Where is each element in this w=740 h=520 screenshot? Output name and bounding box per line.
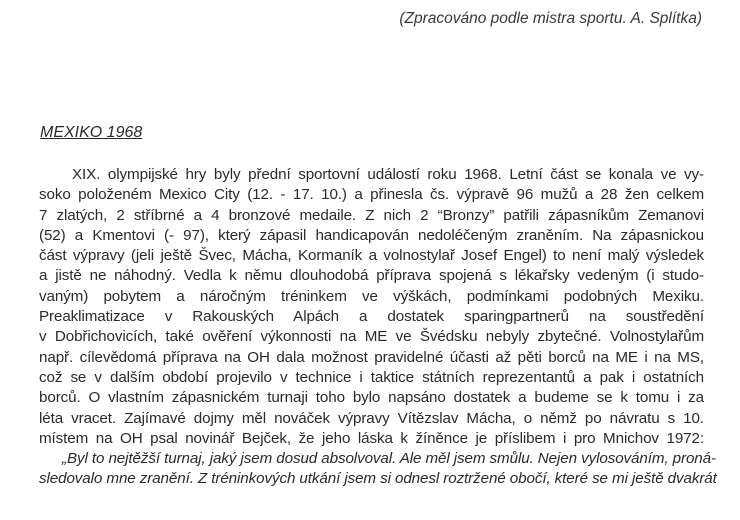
quote-line: sledovalo mne zranění. Z tréninkových utkání jsem si odnesl roztržené obočí, které se mi ještě dvakrát: [39, 470, 717, 488]
paragraph-line: (52) a Kmentovi (- 97), který zápasil handicapován nedoléčeným zraněním. Na zápasnickou: [39, 226, 704, 244]
article-body: [39, 165, 717, 490]
paragraph-line: místem na OH psal novinář Bejček, že jeho láska k žíněnce je příslibem i pro Mnichov 1972:: [39, 429, 704, 447]
paragraph-line: borců. O vlastním zápasnickém turnaji toho bylo napsáno dostatek a budeme se k tomu i za: [39, 389, 704, 407]
paragraph-line: část výpravy (jeli ještě Švec, Mácha, Kormaník a volnostylař Josef Engel) to není malý výsledek: [39, 247, 704, 265]
quote-line: „Byl to nejtěžší turnaj, jaký jsem dosud absolvoval. Ale měl jsem smůlu. Nejen vylosováním, proná-: [62, 450, 716, 468]
section-title: MEXIKO 1968: [40, 124, 143, 141]
paragraph-line: soko položeném Mexico City (12. - 17. 10.) a přinesla čs. výpravě 96 mužů a 28 žen celkem: [39, 186, 704, 204]
paragraph-line: XIX. olympijské hry byly přední sportovní událostí roku 1968. Letní část se konala ve vy-: [72, 166, 704, 183]
paragraph-line: léta vracet. Zajímavé dojmy měl nováček výpravy Vítězslav Mácha, o němž po návratu s 10.: [39, 409, 704, 427]
paragraph-line: v Dobřichovicích, také ověření výkonnosti na ME ve Švédsku nebyly zbytečné. Volnostylařům: [39, 328, 704, 346]
paragraph-line: a jistě ne náhodný. Vedla k němu dlouhodobá příprava spojená s lékařsky vedeným (i studo-: [39, 267, 704, 285]
paragraph-line: Preaklimatizace v Rakouských Alpách a dostatek sparingpartnerů na soustředění: [39, 308, 704, 326]
paragraph-line: což se v dalším období projevilo v technice i taktice státních reprezentantů a pak i ostatních: [39, 368, 704, 386]
paragraph-line: 7 zlatých, 2 stříbrné a 4 bronzové medaile. Z nich 2 “Bronzy” patřili zápasníkům Zemanovi: [39, 206, 704, 224]
attribution-note: (Zpracováno podle mistra sportu. A. Splítka): [399, 10, 702, 27]
paragraph-line: např. cílevědomá příprava na OH dala možnost pravidelné účasti až pěti borců na ME i na MS,: [39, 348, 704, 366]
paragraph-line: vaným) pobytem a náročným tréninkem ve výškách, podmínkami podobných Mexiku.: [39, 287, 704, 305]
